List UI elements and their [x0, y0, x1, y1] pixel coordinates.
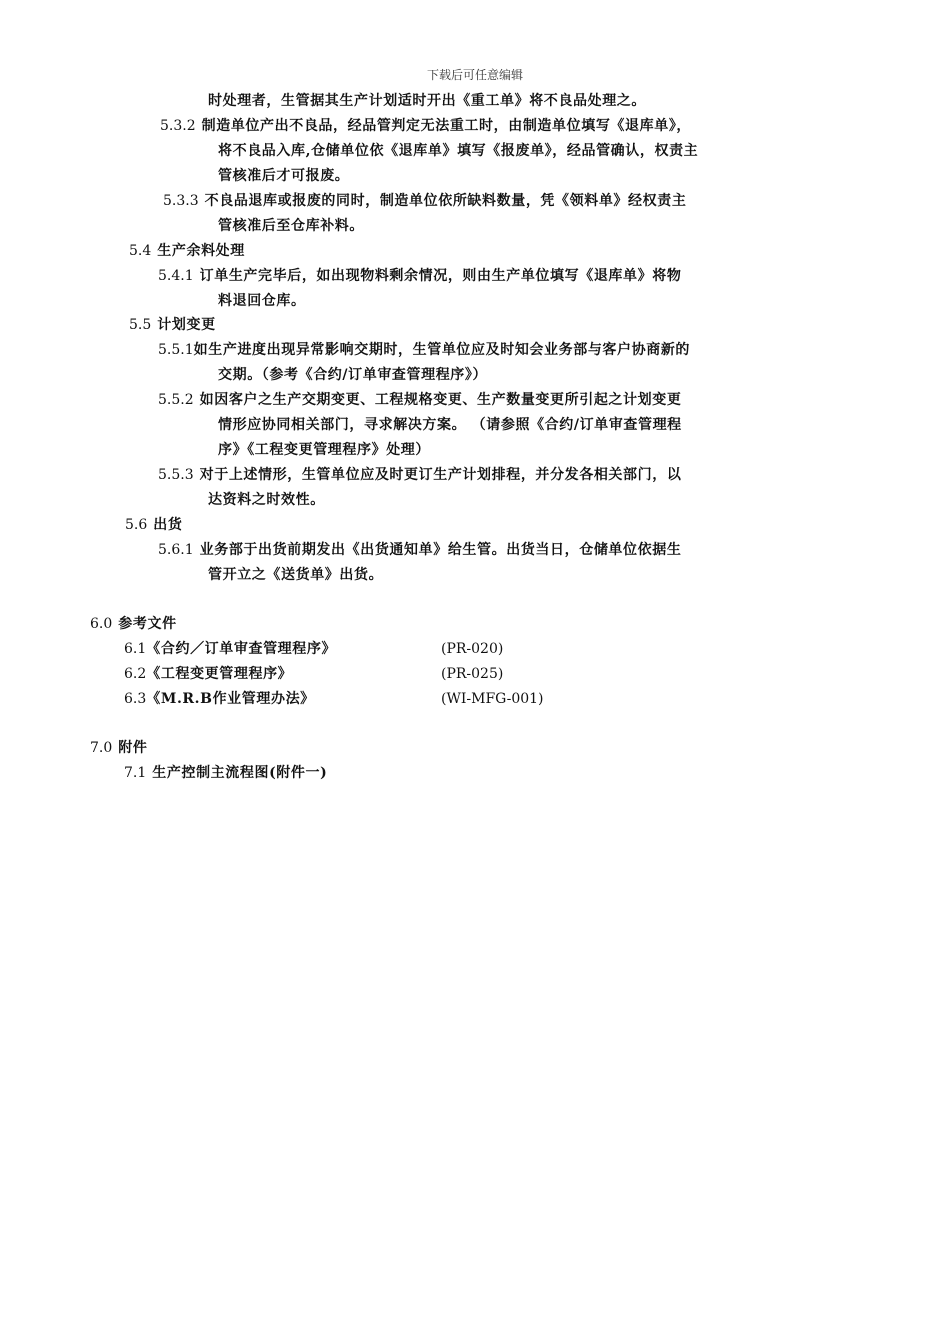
clause-text: 业务部于出货前期发出《出货通知单》给生管。出货当日，仓储单位依据生 — [199, 542, 682, 558]
attachment-item — [124, 764, 327, 782]
heading-title: 附件 — [118, 740, 148, 756]
clause-5-5-1-line2: 交期。（参考《合约/订单审查管理程序》） — [218, 367, 488, 383]
clause-number: 5.3.3 — [163, 193, 199, 209]
clause-5-6-1-line2: 管开立之《送货单》出货。 — [208, 567, 384, 583]
clause-5-5-3 — [158, 466, 681, 484]
reference-code: (WI-MFG-001) — [441, 691, 544, 707]
clause-text: 制造单位产出不良品，经品管判定无法重工时，由制造单位填写《退库单》， — [201, 118, 692, 134]
heading-number: 7.0 — [90, 740, 113, 756]
heading-number: 5.4 — [129, 243, 152, 259]
reference-title: 《合约／订单审查管理程序》 — [146, 641, 337, 657]
clause-number: 5.4.1 — [158, 268, 194, 284]
clause-text: 不良品退库或报废的同时，制造单位依所缺料数量，凭《领料单》经权责主 — [204, 193, 687, 209]
clause-5-3-2-line2: 将不良品入库,仓储单位依《退库单》填写《报废单》，经品管确认，权责主 — [218, 143, 699, 159]
clause-number: 5.6.1 — [158, 542, 194, 558]
reference-code: (PR-020) — [441, 641, 504, 657]
heading-number: 6.0 — [90, 616, 113, 632]
clause-number: 5.5.2 — [158, 392, 194, 408]
reference-item — [124, 665, 292, 683]
attachment-number: 7.1 — [124, 765, 147, 781]
clause-5-3-2-line3: 管核准后才可报废。 — [218, 168, 350, 184]
clause-5-3-3 — [163, 192, 686, 210]
clause-text: 对于上述情形，生管单位应及时更订生产计划排程，并分发各相关部门，以 — [199, 467, 682, 483]
heading-5-6 — [125, 516, 182, 534]
clause-5-5-1 — [158, 341, 690, 359]
heading-number: 5.5 — [129, 317, 152, 333]
reference-title: 《M.R.B作业管理办法》 — [146, 691, 315, 707]
clause-5-5-2-line3: 序》《工程变更管理程序》处理） — [218, 442, 430, 458]
clause-5-3-3-line2: 管核准后至仓库补料。 — [218, 218, 364, 234]
clause-5-5-2 — [158, 391, 681, 409]
clause-5-5-2-line2: 情形应协同相关部门，寻求解决方案。 （请参照《合约/订单审查管理程 — [218, 417, 682, 433]
clause-text: 订单生产完毕后，如出现物料剩余情况，则由生产单位填写《退库单》将物 — [199, 268, 682, 284]
heading-title: 出货 — [153, 517, 183, 533]
clause-text: 如生产进度出现异常影响交期时，生管单位应及时知会业务部与客户协商新的 — [193, 342, 691, 358]
clause-number: 5.3.2 — [160, 118, 196, 134]
heading-title: 参考文件 — [118, 616, 177, 632]
heading-number: 5.6 — [125, 517, 148, 533]
heading-7-0 — [90, 739, 147, 757]
reference-item — [124, 640, 336, 658]
clause-5-4-1-line2: 料退回仓库。 — [218, 293, 306, 309]
heading-title: 计划变更 — [157, 317, 216, 333]
clause-number: 5.5.1 — [158, 342, 194, 358]
attachment-title: 生产控制主流程图(附件一) — [152, 765, 328, 781]
heading-5-4 — [129, 242, 245, 260]
heading-6-0 — [90, 615, 177, 633]
heading-5-5 — [129, 316, 216, 334]
clause-number: 5.5.3 — [158, 467, 194, 483]
clause-5-5-3-line2: 达资料之时效性。 — [208, 492, 325, 508]
reference-number: 6.3 — [124, 691, 147, 707]
reference-item — [124, 690, 315, 708]
clause-text: 如因客户之生产交期变更、工程规格变更、生产数量变更所引起之计划变更 — [199, 392, 682, 408]
page-header: 下载后可任意编辑 — [426, 68, 523, 82]
para-5-3-1-continuation: 时处理者，生管据其生产计划适时开出《重工单》将不良品处理之。 — [208, 93, 646, 109]
clause-5-4-1 — [158, 267, 681, 285]
reference-code: (PR-025) — [441, 666, 504, 682]
reference-number: 6.2 — [124, 666, 147, 682]
reference-title: 《工程变更管理程序》 — [146, 666, 293, 682]
clause-5-6-1 — [158, 541, 681, 559]
reference-number: 6.1 — [124, 641, 147, 657]
clause-5-3-2 — [160, 117, 691, 135]
heading-title: 生产余料处理 — [157, 243, 245, 259]
